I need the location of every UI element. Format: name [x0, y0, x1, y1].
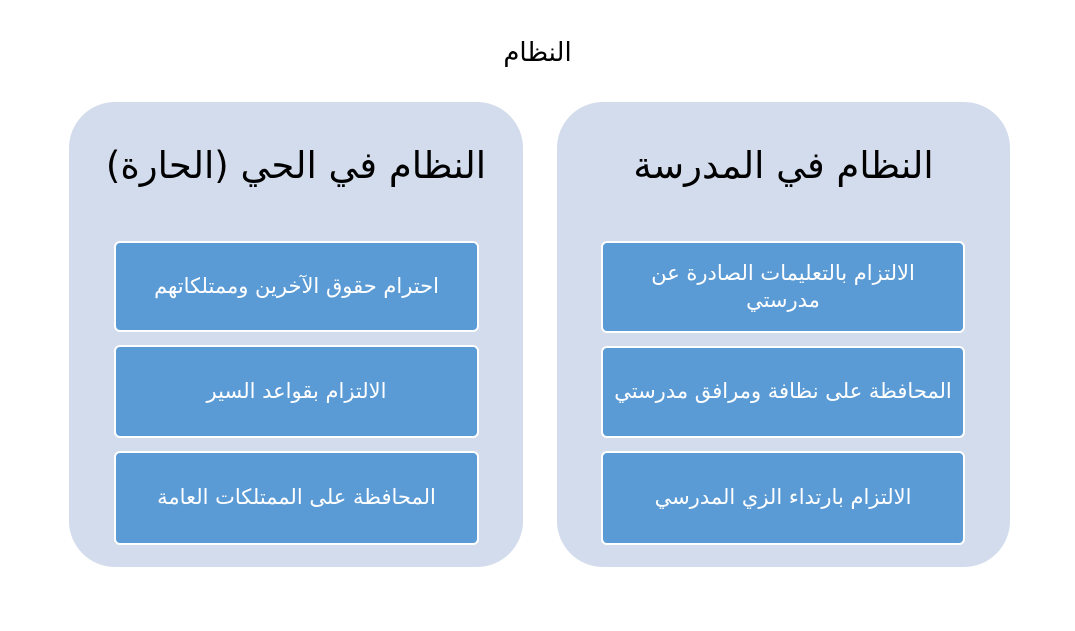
neighborhood-item-public-property: المحافظة على الممتلكات العامة: [114, 451, 479, 545]
school-item-instructions: الالتزام بالتعليمات الصادرة عن مدرستي: [601, 241, 965, 333]
school-item-uniform: الالتزام بارتداء الزي المدرسي: [601, 451, 965, 545]
diagram-title: النظام: [503, 38, 572, 68]
panel-school: [557, 102, 1010, 567]
panel-neighborhood: [69, 102, 523, 567]
panel-heading-neighborhood: النظام في الحي (الحارة): [105, 144, 487, 187]
neighborhood-item-traffic: الالتزام بقواعد السير: [114, 345, 479, 438]
panel-heading-school: النظام في المدرسة: [633, 144, 934, 187]
school-item-cleanliness: المحافظة على نظافة ومرافق مدرستي: [601, 346, 965, 438]
neighborhood-item-respect: احترام حقوق الآخرين وممتلكاتهم: [114, 241, 479, 332]
